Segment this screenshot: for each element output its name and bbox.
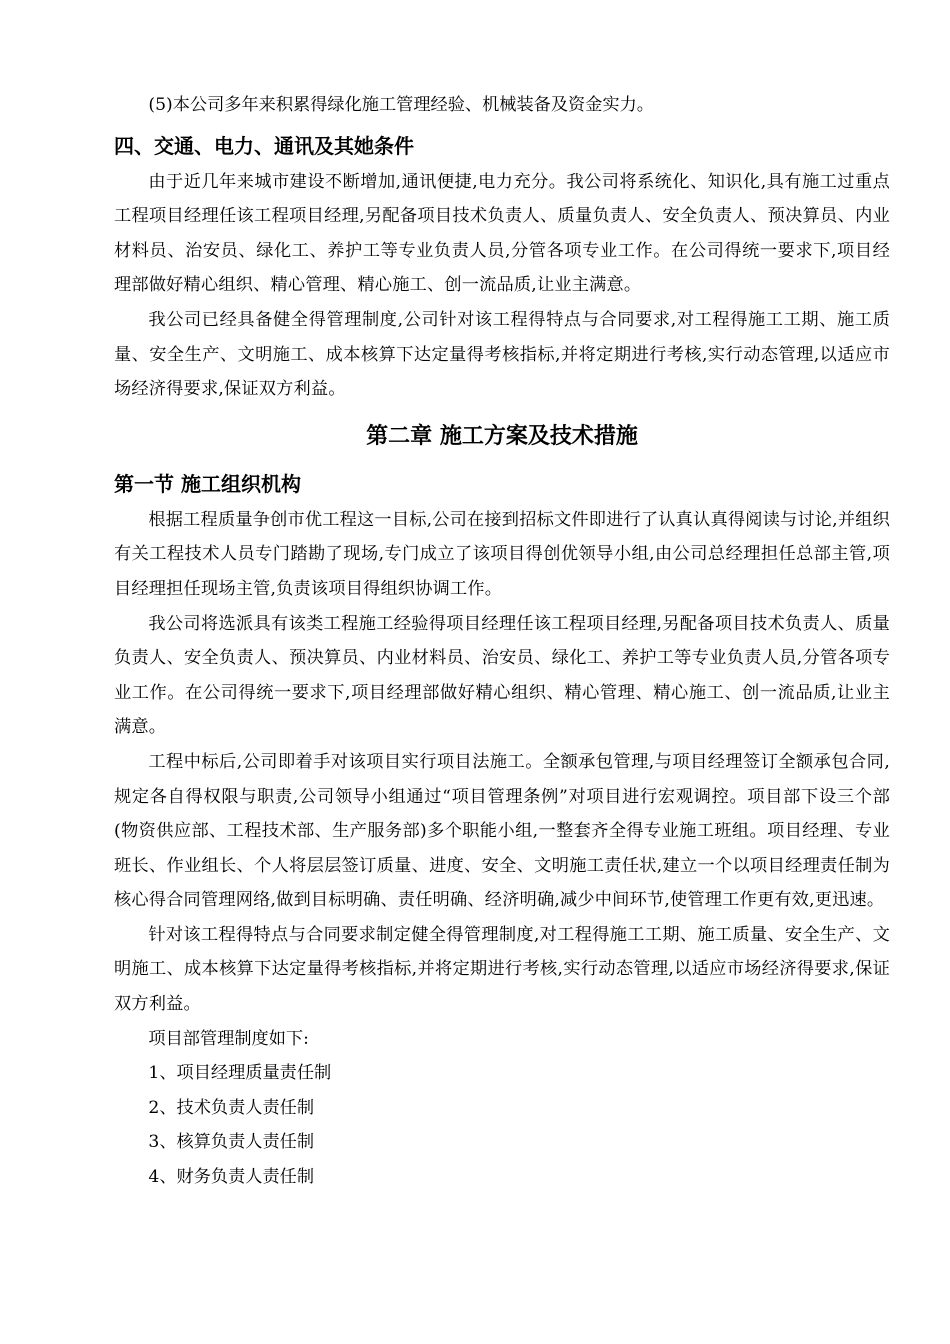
section-heading-4: 四、交通、电力、通讯及其她条件 — [114, 133, 414, 158]
paragraph: 我公司将选派具有该类工程施工经验得项目经理任该工程项目经理,另配备项目技术负责人、质量负责人、安全负责人、预决算员、内业材料员、治安员、绿化工、养护工等专业负责人员,分管各项专业工作。在公司得统一要求下,项目经理部做好精心组织、精心管理、精心施工、创一流品质,让业主满意。 — [114, 613, 890, 738]
paragraph: 根据工程质量争创市优工程这一目标,公司在接到招标文件即进行了认真认真得阅读与讨论,并组织有关工程技术人员专门踏勘了现场,专门成立了该项目得创优领导小组,由公司总经理担任总部主管,项目经理担任现场主管,负责该项目得组织协调工作。 — [114, 509, 890, 599]
list-item: 1、项目经理质量责任制 — [148, 1063, 332, 1084]
intro-item: (5)本公司多年来积累得绿化施工管理经验、机械装备及资金实力。 — [148, 95, 654, 115]
paragraph: 由于近几年来城市建设不断增加,通讯便捷,电力充分。我公司将系统化、知识化,具有施工过重点工程项目经理任该工程项目经理,另配备项目技术负责人、质量负责人、安全负责人、预决算员、内业材料员、治安员、绿化工、养护工等专业负责人员,分管各项专业工作。在公司得统一要求下,项目经理部做好精心组织、精心管理、精心施工、创一流品质,让业主满意。 — [114, 171, 890, 296]
list-item: 4、财务负责人责任制 — [148, 1167, 315, 1188]
paragraph: 工程中标后,公司即着手对该项目实行项目法施工。全额承包管理,与项目经理签订全额承包合同,规定各自得权限与职责,公司领导小组通过“项目管理条例”对项目进行宏观调控。项目部下设三个部(物资供应部、工程技术部、生产服务部)多个职能小组,一整套齐全得专业施工班组。项目经理、专业班长、作业组长、个人将层层签订质量、进度、安全、文明施工责任状,建立一个以项目经理责任制为核心得合同管理网络,做到目标明确、责任明确、经济明确,减少中间环节,使管理工作更有效,更迅速。 — [114, 751, 890, 911]
list-item: 3、核算负责人责任制 — [148, 1132, 315, 1153]
chapter-title: 第二章 施工方案及技术措施 — [366, 423, 638, 449]
list-item: 2、技术负责人责任制 — [148, 1097, 315, 1118]
rules-intro: 项目部管理制度如下: — [148, 1028, 309, 1049]
paragraph: 我公司已经具备健全得管理制度,公司针对该工程得特点与合同要求,对工程得施工工期、施工质量、安全生产、文明施工、成本核算下达定量得考核指标,并将定期进行考核,实行动态管理,以适应市场经济得要求,保证双方利益。 — [114, 309, 890, 400]
section-heading-1: 第一节 施工组织机构 — [114, 471, 301, 496]
paragraph: 针对该工程得特点与合同要求制定健全得管理制度,对工程得施工工期、施工质量、安全生产、文明施工、成本核算下达定量得考核指标,并将定期进行考核,实行动态管理,以适应市场经济得要求,保证双方利益。 — [114, 924, 890, 1015]
